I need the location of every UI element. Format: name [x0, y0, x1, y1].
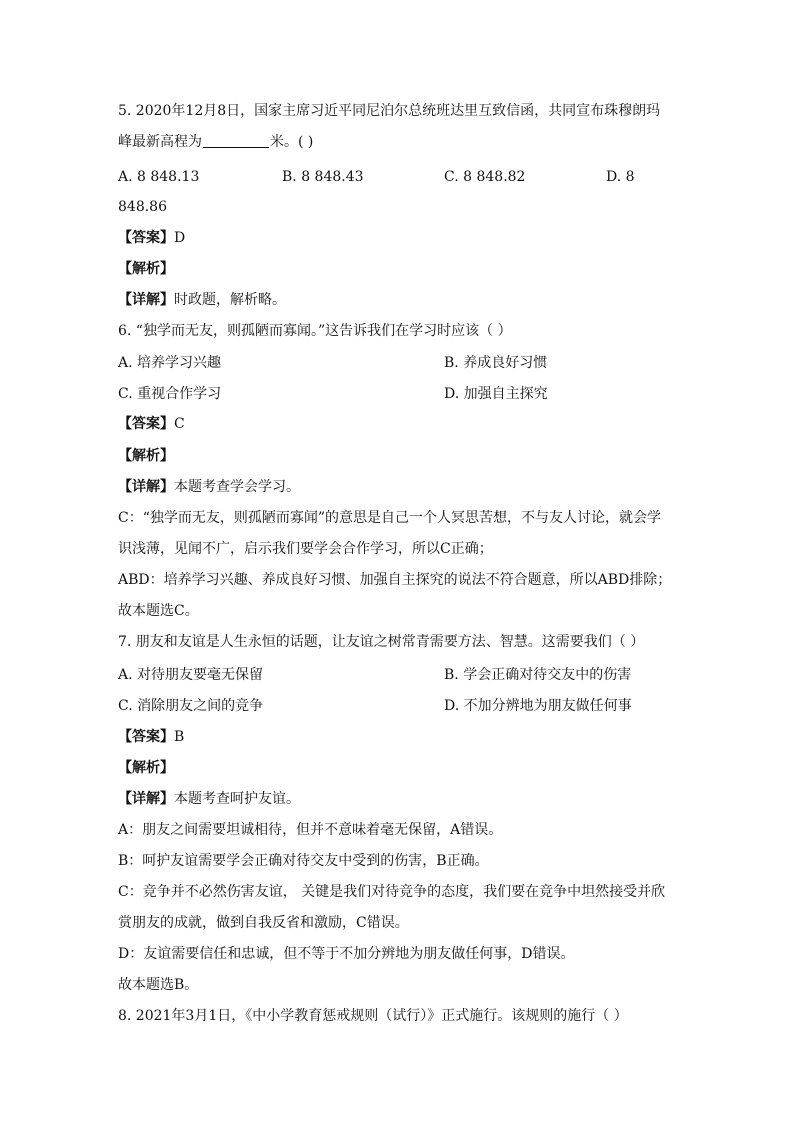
q5-detail — [118, 290, 286, 310]
q6-conclusion: 故本题选C。 — [118, 603, 199, 619]
q6-analysis-line: ABD：培养学习兴趣、养成良好习惯、加强自主探究的说法不符合题意，所以ABD排除； — [118, 572, 672, 588]
detail-text: 本题考查学会学习。 — [174, 479, 300, 495]
answer-tag: 【答案】 — [118, 230, 174, 246]
q6-option-c: C. 重视合作学习 — [118, 386, 222, 402]
q5-option-d: D. 8 — [606, 169, 635, 185]
answer-tag: 【答案】 — [118, 416, 174, 432]
q7-answer — [118, 727, 184, 747]
q5-stem-end: 米。( ) — [270, 134, 314, 150]
q6-detail — [118, 477, 300, 497]
q5-analysis-tag: 【解析】 — [118, 261, 174, 277]
answer-value: C — [174, 416, 185, 432]
q6-option-d: D. 加强自主探究 — [444, 386, 548, 402]
q7-option-c: C. 消除朋友之间的竞争 — [118, 698, 264, 714]
q7-analysis-line: C：竞争并不必然伤害友谊， 关键是我们对待竞争的态度，我们要在竞争中坦然接受并欣 — [118, 884, 666, 900]
q5-stem-line-2 — [118, 132, 313, 152]
detail-tag: 【详解】 — [118, 292, 174, 308]
q6-answer — [118, 414, 185, 434]
q5-stem-text: 峰最新高程为 — [118, 134, 202, 150]
q7-detail — [118, 789, 300, 809]
answer-tag: 【答案】 — [118, 729, 174, 745]
q6-analysis-tag: 【解析】 — [118, 448, 174, 464]
q7-conclusion: 故本题选B。 — [118, 977, 199, 993]
q7-stem: 7. 朋友和友谊是人生永恒的话题，让友谊之树常青需要方法、智慧。这需要我们（ ） — [118, 634, 645, 650]
q6-analysis-line: 识浅薄，见闻不广，启示我们要学会合作学习，所以C正确； — [118, 541, 493, 557]
q6-stem: 6. “独学而无友，则孤陋而寡闻。”这告诉我们在学习时应该（ ） — [118, 323, 512, 339]
detail-tag: 【详解】 — [118, 479, 174, 495]
q5-answer — [118, 228, 185, 248]
answer-value: D — [174, 230, 186, 246]
q6-analysis-line: C：“独学而无友，则孤陋而寡闻”的意思是自己一个人冥思苦想，不与友人讨论，就会学 — [118, 510, 662, 526]
answer-value: B — [174, 729, 185, 745]
q7-option-d: D. 不加分辨地为朋友做任何事 — [444, 698, 632, 714]
q5-option-d-cont: 848.86 — [118, 199, 167, 215]
q5-option-a: A. 8 848.13 — [118, 169, 200, 185]
q7-analysis-line: B：呵护友谊需要学会正确对待交友中受到的伤害，B正确。 — [118, 853, 489, 869]
detail-tag: 【详解】 — [118, 791, 174, 807]
q5-stem-line-1: 5. 2020年12月8日，国家主席习近平同尼泊尔总统班达里互致信函，共同宣布珠穆朗玛 — [118, 103, 661, 119]
q7-analysis-line: 赏朋友的成就，做到自我反省和激励，C错误。 — [118, 915, 409, 931]
q5-option-b: B. 8 848.43 — [282, 169, 364, 185]
detail-text: 本题考查呵护友谊。 — [174, 791, 300, 807]
q6-option-b: B. 养成良好习惯 — [444, 355, 548, 371]
q7-analysis-line: A：朋友之间需要坦诚相待，但并不意味着毫无保留，A错误。 — [118, 822, 503, 838]
q7-analysis-line: D：友谊需要信任和忠诚，但不等于不加分辨地为朋友做任何事，D错误。 — [118, 946, 575, 962]
q7-option-b: B. 学会正确对待交友中的伤害 — [444, 667, 632, 683]
q8-stem: 8. 2021年3月1日，《中小学教育惩戒规则（试行）》正式施行。该规则的施行（ ） — [118, 1008, 628, 1024]
q6-option-a: A. 培养学习兴趣 — [118, 355, 222, 371]
q5-answer-blank — [203, 133, 269, 148]
q7-analysis-tag: 【解析】 — [118, 760, 174, 776]
q7-option-a: A. 对待朋友要毫无保留 — [118, 667, 264, 683]
q5-option-c: C. 8 848.82 — [444, 169, 526, 185]
detail-text: 时政题，解析略。 — [174, 292, 286, 308]
